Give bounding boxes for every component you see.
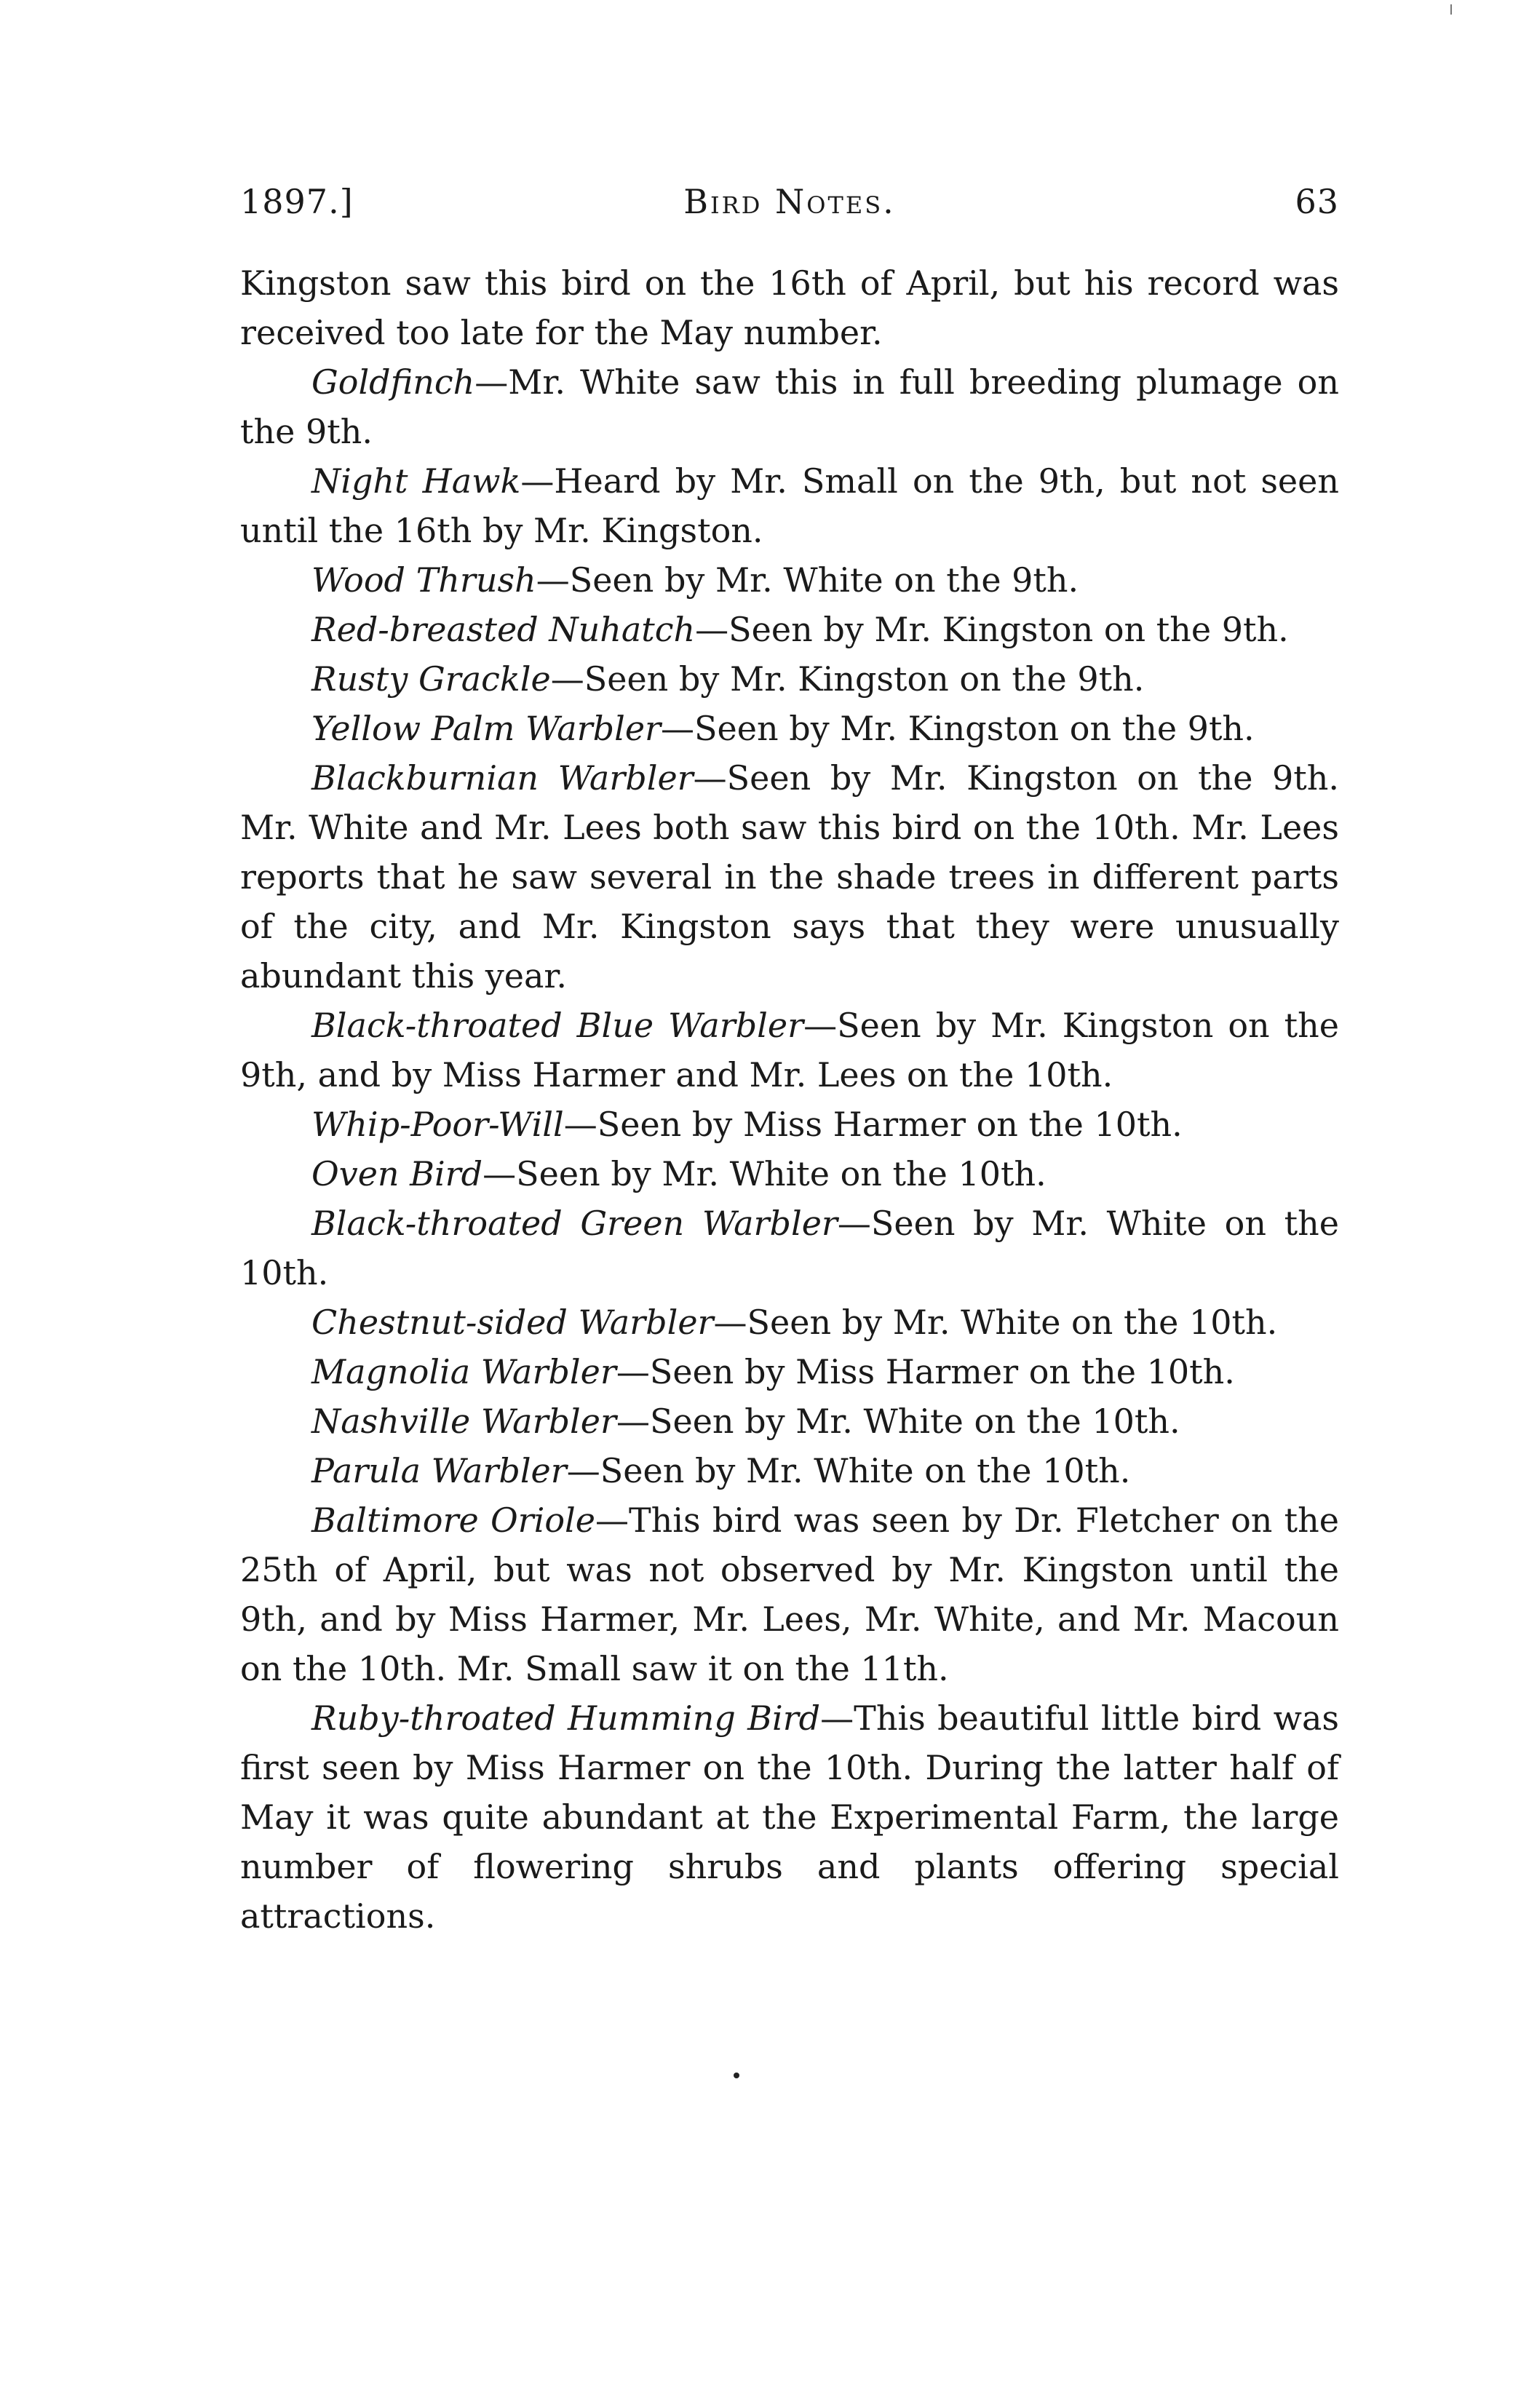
entry-text: —This beautiful little bird was first seen by Miss Harmer on the 10th. During the latter half of May it was quite abundant at the Experimental Farm, the large number of flowering shrubs and plants offering special attractions. (240, 1698, 1339, 1936)
species-name: Black-throated Blue Warbler (311, 1006, 804, 1045)
entry-text: —Seen by Mr. Kingston on the 9th. Mr. White and Mr. Lees both saw this bird on the 10th. Mr. Lees reports that he saw several in the shade trees in different parts of the city, and Mr. Kingston says that they were unusually abundant this year. (240, 758, 1340, 996)
entry-text: —Seen by Mr. White on the 10th. (616, 1402, 1180, 1441)
entry-text: —Seen by Mr. White on the 10th. (482, 1154, 1047, 1193)
species-entry (240, 654, 1339, 704)
running-header (240, 182, 1339, 240)
species-name: Rusty Grackle (311, 659, 551, 699)
species-entry (240, 1693, 1339, 1941)
entry-text: —Mr. White saw this in full breeding plumage on the 9th. (240, 362, 1339, 451)
species-entry (240, 1396, 1339, 1446)
species-entry (240, 1495, 1339, 1693)
body-text (240, 258, 1339, 1941)
species-entry (240, 704, 1339, 753)
species-name: Goldfinch (311, 362, 475, 402)
entry-text: —Seen by Mr. White on the 10th. (566, 1451, 1131, 1490)
entry-text: —Seen by Mr. White on the 10th. (240, 1204, 1339, 1292)
species-entry (240, 1149, 1339, 1199)
entry-text: —Seen by Mr. White on the 10th. (713, 1303, 1278, 1342)
species-entry (240, 605, 1339, 654)
species-name: Oven Bird (311, 1154, 483, 1193)
species-entry (240, 555, 1339, 605)
entry-text: —Seen by Miss Harmer on the 10th. (616, 1352, 1235, 1391)
paragraph-text: Kingston saw this bird on the 16th of April, but his record was received too late for the May number. (240, 263, 1339, 352)
species-name: Nashville Warbler (311, 1402, 616, 1441)
entry-text: —Seen by Mr. Kingston on the 9th. (661, 709, 1255, 748)
species-entry (240, 1298, 1339, 1347)
species-name: Whip-Poor-Will (311, 1105, 564, 1144)
species-name: Wood Thrush (311, 560, 536, 600)
species-entry (240, 1199, 1339, 1298)
species-entry (240, 456, 1339, 555)
species-entry (240, 1446, 1339, 1495)
species-name: Ruby-throated Humming Bird (311, 1698, 821, 1738)
species-name: Yellow Palm Warbler (311, 709, 662, 748)
entry-text: —This bird was seen by Dr. Fletcher on the 25th of April, but was not observed by Mr. Kingston until the 9th, and by Miss Harmer, Mr. Lees, Mr. White, and Mr. Macoun on the 10th. Mr. Small saw it on the 11th. (240, 1501, 1340, 1688)
species-name: Blackburnian Warbler (311, 758, 694, 798)
entry-text: —Seen by Mr. Kingston on the 9th, and by Miss Harmer and Mr. Lees on the 10th. (240, 1006, 1339, 1094)
header-year: 1897.] (240, 182, 354, 221)
species-name: Black-throated Green Warbler (311, 1204, 838, 1243)
species-name: Magnolia Warbler (311, 1352, 616, 1391)
page-number: 63 (1295, 182, 1339, 221)
entry-text: —Seen by Mr. Kingston on the 9th. (695, 610, 1289, 649)
entry-text: —Seen by Mr. White on the 9th. (536, 560, 1079, 600)
species-name: Parula Warbler (311, 1451, 567, 1490)
species-name: Night Hawk (311, 461, 521, 501)
species-entry (240, 357, 1339, 456)
species-entry (240, 1100, 1339, 1149)
entry-text: —Seen by Mr. Kingston on the 9th. (550, 659, 1145, 699)
species-name: Baltimore Oriole (311, 1501, 595, 1540)
ink-dot (734, 2073, 739, 2078)
species-entry (240, 1347, 1339, 1396)
scan-artifact (1450, 4, 1452, 15)
header-title: Bird Notes. (683, 182, 896, 221)
species-entry (240, 1001, 1339, 1100)
entry-text: —Seen by Miss Harmer on the 10th. (563, 1105, 1183, 1144)
species-name: Red-breasted Nuhatch (311, 610, 696, 649)
species-name: Chestnut-sided Warbler (311, 1303, 714, 1342)
species-entry (240, 753, 1339, 1001)
paragraph (240, 258, 1339, 357)
entry-text: —Heard by Mr. Small on the 9th, but not seen until the 16th by Mr. Kingston. (240, 461, 1339, 550)
